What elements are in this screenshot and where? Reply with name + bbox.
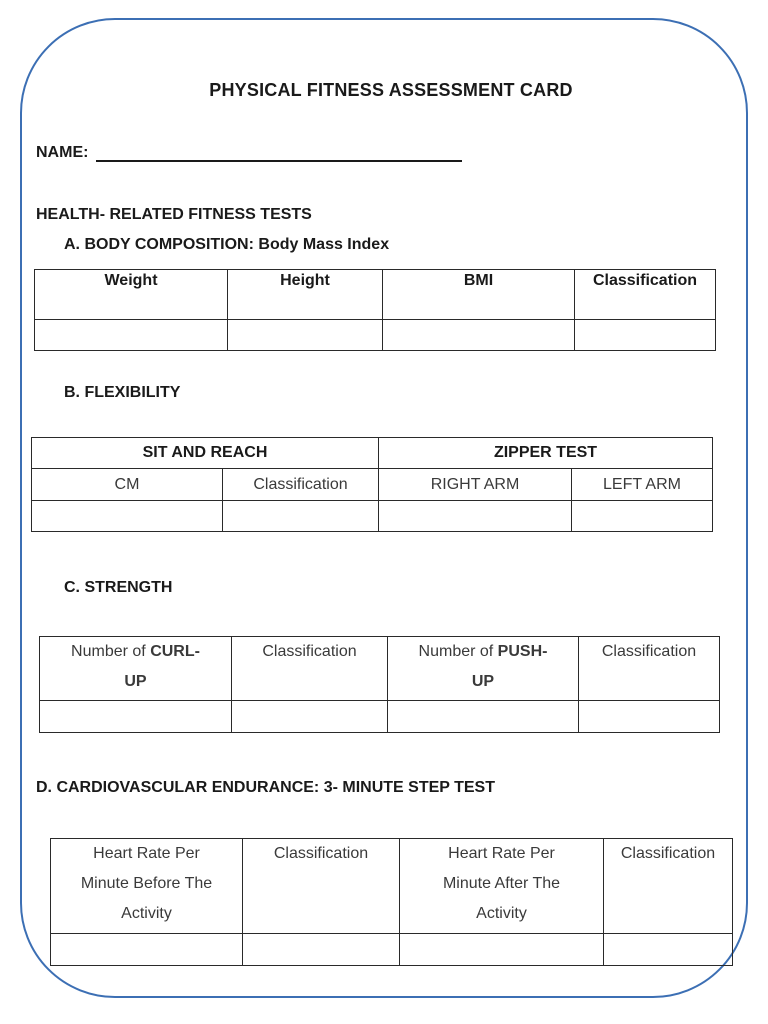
table-header-row	[40, 637, 720, 701]
cardio-heading: D. CARDIOVASCULAR ENDURANCE: 3- MINUTE STEP TEST	[36, 779, 495, 796]
header-push-ups	[388, 637, 579, 701]
bmi-cell[interactable]	[383, 320, 575, 351]
classification-cell[interactable]	[232, 701, 388, 733]
header-left-arm: LEFT ARM	[572, 469, 713, 501]
header-cm: CM	[32, 469, 223, 501]
header-height: Height	[228, 270, 383, 320]
table-header-row	[35, 270, 716, 320]
push-up-label: PUSH-	[497, 643, 548, 660]
cardio-table	[50, 838, 733, 966]
weight-cell[interactable]	[35, 320, 228, 351]
header-classification-2: Classification	[579, 637, 720, 701]
table-subheader-row	[32, 469, 713, 501]
body-composition-subtitle: Body Mass Index	[258, 236, 390, 253]
classification-cell[interactable]	[243, 934, 400, 966]
flexibility-heading: B. FLEXIBILITY	[64, 384, 181, 401]
table-row	[32, 501, 713, 532]
header-bmi: BMI	[383, 270, 575, 320]
classification-cell[interactable]	[223, 501, 379, 532]
body-composition-table	[34, 269, 716, 351]
body-composition-title: A. BODY COMPOSITION:	[64, 236, 259, 253]
header-classification: Classification	[575, 270, 716, 320]
header-weight: Weight	[35, 270, 228, 320]
heart-rate-after-cell[interactable]	[400, 934, 604, 966]
curl-up-prefix: Number of	[71, 643, 151, 660]
heart-rate-before-line-3: Activity	[121, 905, 172, 922]
heart-rate-after-line-2: Minute After The	[442, 875, 561, 892]
heart-rate-before-cell[interactable]	[51, 934, 243, 966]
strength-heading: C. STRENGTH	[64, 579, 173, 596]
heart-rate-after-line-1: Heart Rate Per	[448, 845, 555, 862]
left-arm-cell[interactable]	[572, 501, 713, 532]
push-ups-cell[interactable]	[388, 701, 579, 733]
curl-up-label-end: UP	[124, 673, 147, 690]
header-sit-and-reach: SIT AND REACH	[32, 438, 379, 469]
push-up-label-end: UP	[471, 673, 495, 690]
header-classification: Classification	[243, 839, 400, 934]
header-heart-rate-after	[400, 839, 604, 934]
height-cell[interactable]	[228, 320, 383, 351]
body-composition-heading	[64, 236, 389, 254]
header-heart-rate-before	[51, 839, 243, 934]
header-curl-ups	[40, 637, 232, 701]
table-row	[40, 701, 720, 733]
cm-cell[interactable]	[32, 501, 223, 532]
table-header-row	[51, 839, 733, 934]
header-classification-2: Classification	[604, 839, 733, 934]
header-right-arm: RIGHT ARM	[379, 469, 572, 501]
name-field	[36, 144, 462, 162]
heart-rate-before-line-2: Minute Before The	[80, 875, 213, 892]
header-classification: Classification	[232, 637, 388, 701]
name-label: NAME:	[36, 144, 89, 161]
table-row	[51, 934, 733, 966]
table-row	[35, 320, 716, 351]
heart-rate-after-line-3: Activity	[476, 905, 527, 922]
classification-cell-2[interactable]	[579, 701, 720, 733]
header-classification: Classification	[223, 469, 379, 501]
heart-rate-before-line-1: Heart Rate Per	[93, 845, 200, 862]
name-blank-line[interactable]	[96, 144, 462, 162]
curl-up-label: CURL-	[150, 643, 200, 660]
right-arm-cell[interactable]	[379, 501, 572, 532]
push-up-prefix: Number of	[418, 643, 498, 660]
health-related-heading: HEALTH- RELATED FITNESS TESTS	[36, 206, 312, 223]
card-title: PHYSICAL FITNESS ASSESSMENT CARD	[209, 80, 573, 100]
header-zipper-test: ZIPPER TEST	[379, 438, 713, 469]
classification-cell[interactable]	[575, 320, 716, 351]
curl-ups-cell[interactable]	[40, 701, 232, 733]
strength-table	[39, 636, 720, 733]
table-header-row	[32, 438, 713, 469]
flexibility-table	[31, 437, 713, 532]
classification-cell-2[interactable]	[604, 934, 733, 966]
